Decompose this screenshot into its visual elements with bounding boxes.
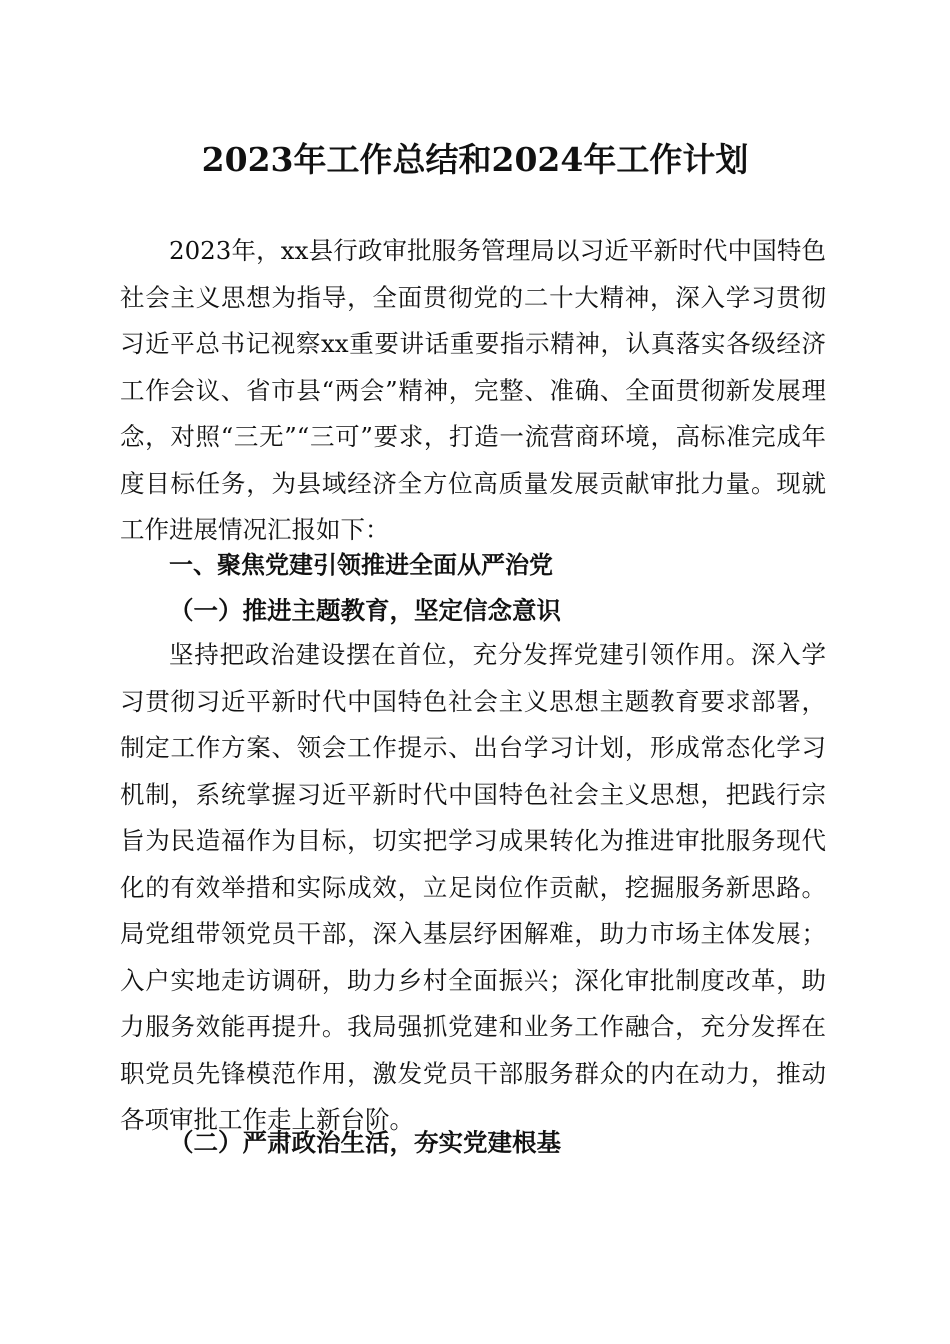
subsection-1-heading: （一）推进主题教育，坚定信念意识 bbox=[169, 596, 561, 625]
section-1-heading: 一、聚焦党建引领推进全面从严治党 bbox=[169, 551, 553, 579]
intro-paragraph: 2023年，xx县行政审批服务管理局以习近平新时代中国特色社会主义思想为指导，全面贯彻党的二十大精神，深入学习贯彻习近平总书记视察xx重要讲话重要指示精神，认真落实各级经济工作会议、省市县“两会”精神，完整、准确、全面贯彻新发展理念，对照“三无”“三可”要求，打造一流营商环境，高标准完成年度目标任务，为县域经济全方位高质量发展贡献审批力量。现就工作进展情况汇报如下： bbox=[120, 236, 826, 544]
document-title: 2023年工作总结和2024年工作计划 bbox=[201, 140, 749, 179]
subsection-2-heading: （二）严肃政治生活，夯实党建根基 bbox=[169, 1128, 561, 1157]
subsection-1-paragraph: 坚持把政治建设摆在首位，充分发挥党建引领作用。深入学习贯彻习近平新时代中国特色社会主义思想主题教育要求部署，制定工作方案、领会工作提示、出台学习计划，形成常态化学习机制，系统掌握习近平新时代中国特色社会主义思想，把践行宗旨为民造福作为目标，切实把学习成果转化为推进审批服务现代化的有效举措和实际成效，立足岗位作贡献，挖掘服务新思路。局党组带领党员干部，深入基层纾困解难，助力市场主体发展；入户实地走访调研，助力乡村全面振兴；深化审批制度改革，助力服务效能再提升。我局强抓党建和业务工作融合，充分发挥在职党员先锋模范作用，激发党员干部服务群众的内在动力，推动各项审批工作走上新台阶。 bbox=[120, 640, 826, 1134]
